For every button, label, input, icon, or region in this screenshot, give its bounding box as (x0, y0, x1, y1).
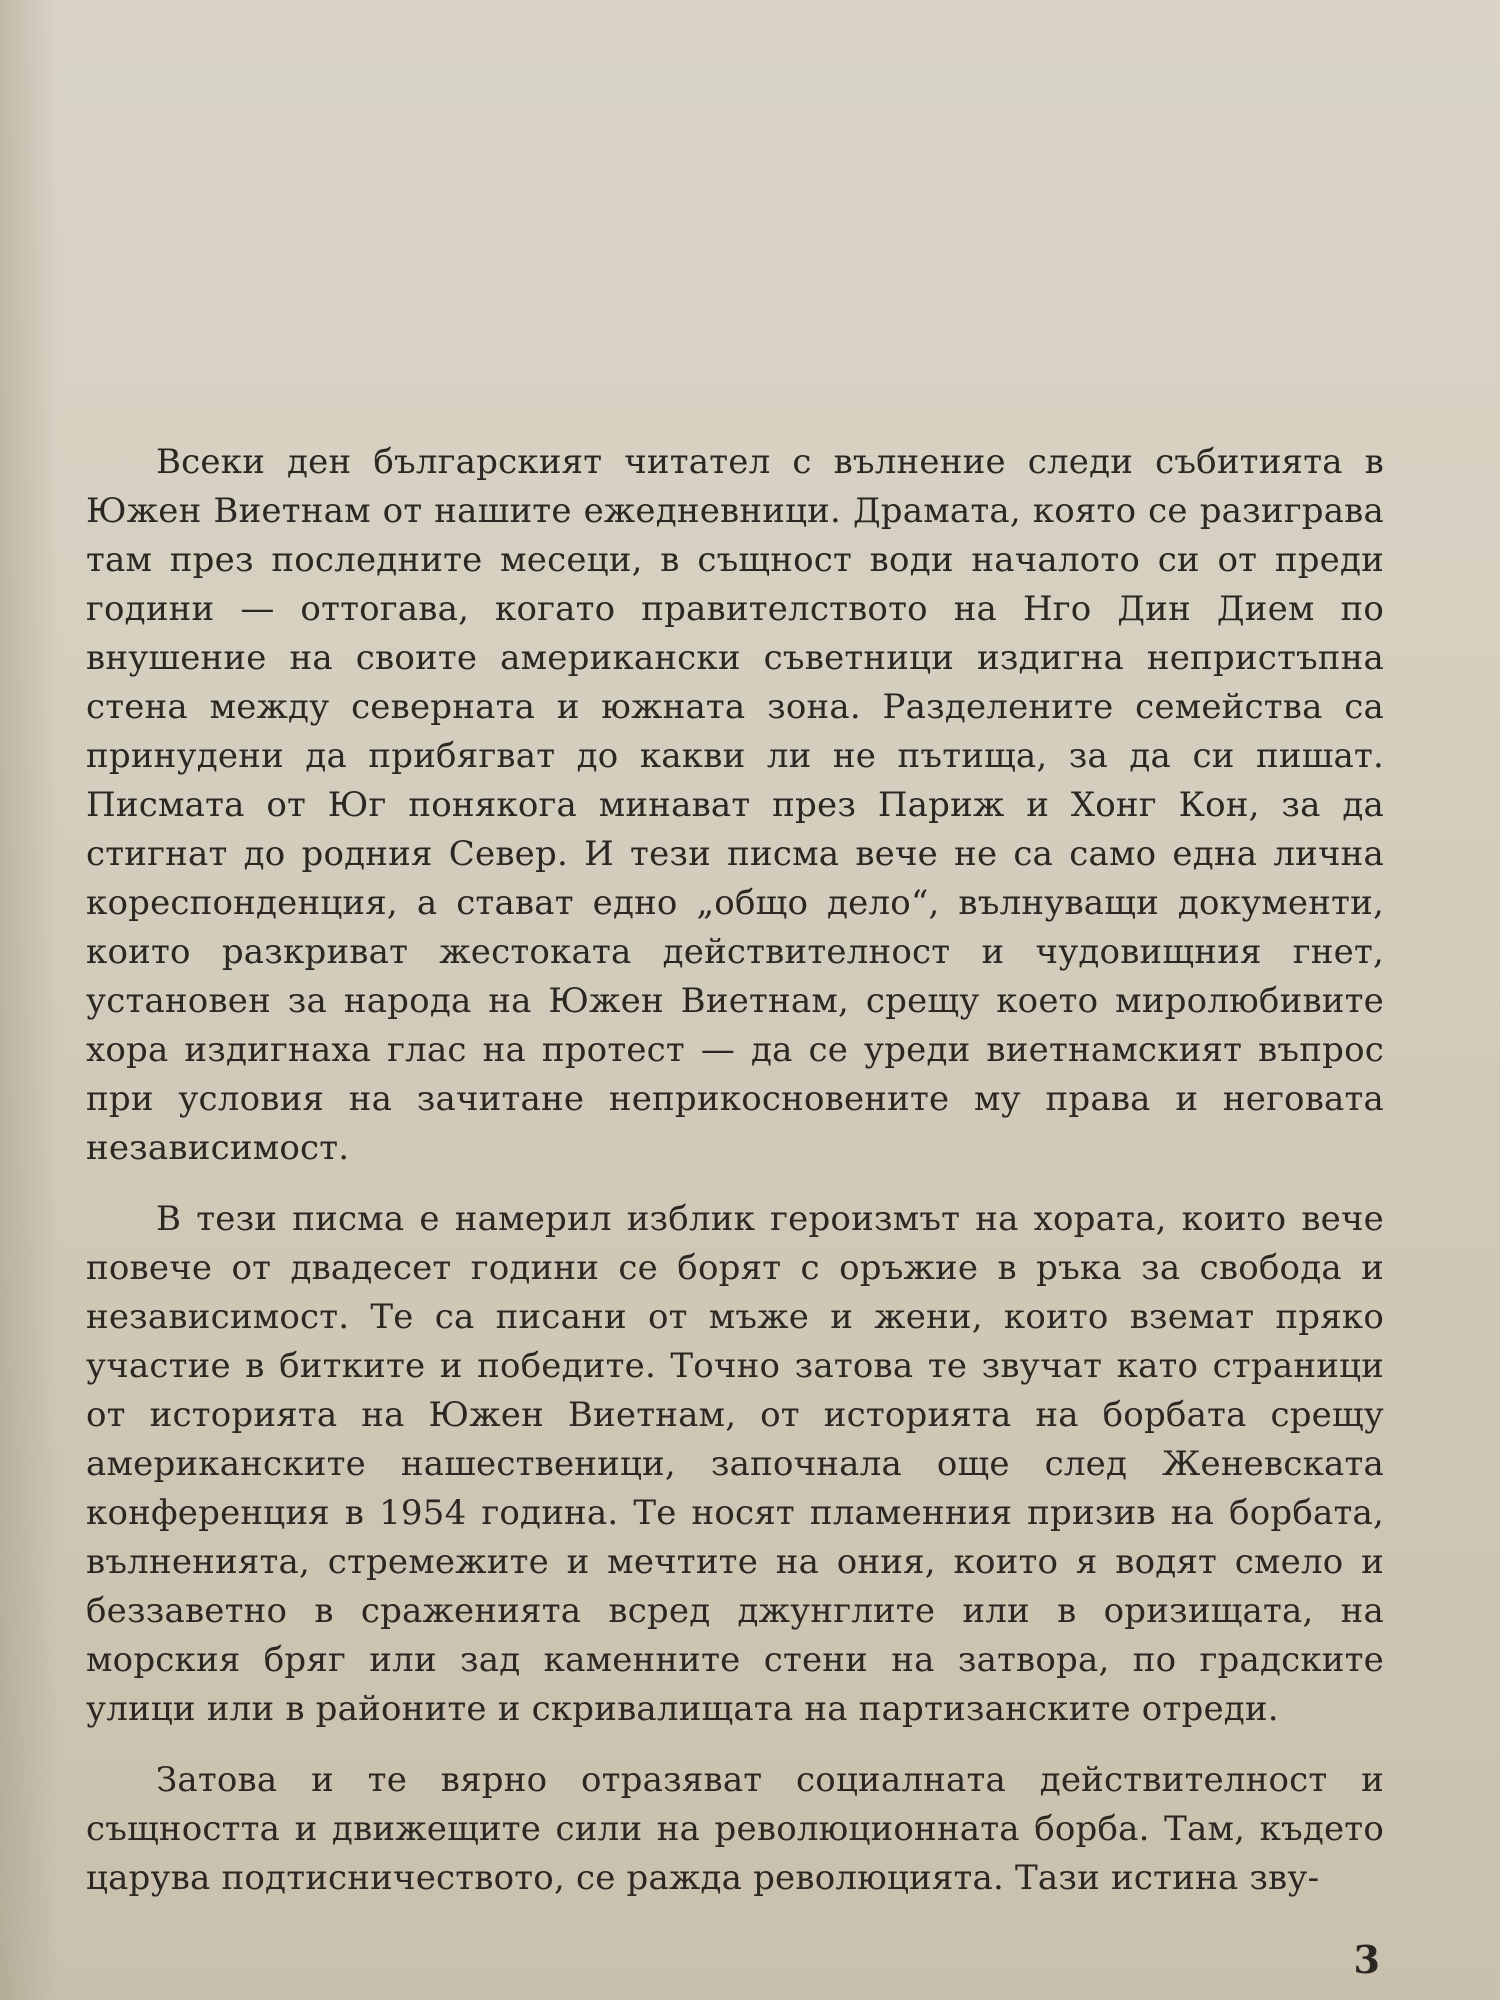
page-number: 3 (1353, 1937, 1380, 1982)
paragraph-2: В тези писма е намерил изблик героизмът на хората, които вече повече от двадесет години се борят с оръжие в ръка за свобода и независимост. Те са писани от мъже и жени, които вземат пряко участие в битките и победите. Точно затова те звучат като страници от историята на Южен Виетнам, от историята на борбата срещу американските нашественици, започнала още след Женевската конференция в 1954 година. Те носят пламенния призив на борбата, вълненията, стремежите и мечтите на ония, които я водят смело и беззаветно в сраженията всред джунглите или в оризищата, на морския бряг или зад каменните стени на затвора, по градските улици или в районите и скривалищата на партизанските отреди. (86, 1199, 1384, 1729)
paragraph-1: Всеки ден българският читател с вълнение следи събитията в Южен Виетнам от нашите ежедневници. Драмата, която се разиграва там през последните месеци, в същност води началото си от преди години — оттогава, когато правителството на Нго Дин Дием по внушение на своите американски съветници издигна непристъпна стена между северната и южната зона. Разделените семейства са принудени да прибягват до какви ли не пътища, за да си пишат. Писмата от Юг понякога минават през Париж и Хонг Кон, за да стигнат до родния Север. И тези писма вече не са само една лична кореспонденция, а стават едно „общо дело“, вълнуващи документи, които разкриват жестоката действителност и чудовищния гнет, установен за народа на Южен Виетнам, срещу което миролюбивите хора издигнаха глас на протест — да се уреди виетнамският въпрос при условия на зачитане неприкосновените му права и неговата независимост. (86, 442, 1384, 1168)
body-text (86, 438, 1384, 1925)
paragraph-3: Затова и те вярно отразяват социалната действителност и същността и движещите сили на революционната борба. Там, където царува подтисничеството, се ражда революцията. Тази истина зву- (86, 1760, 1384, 1898)
